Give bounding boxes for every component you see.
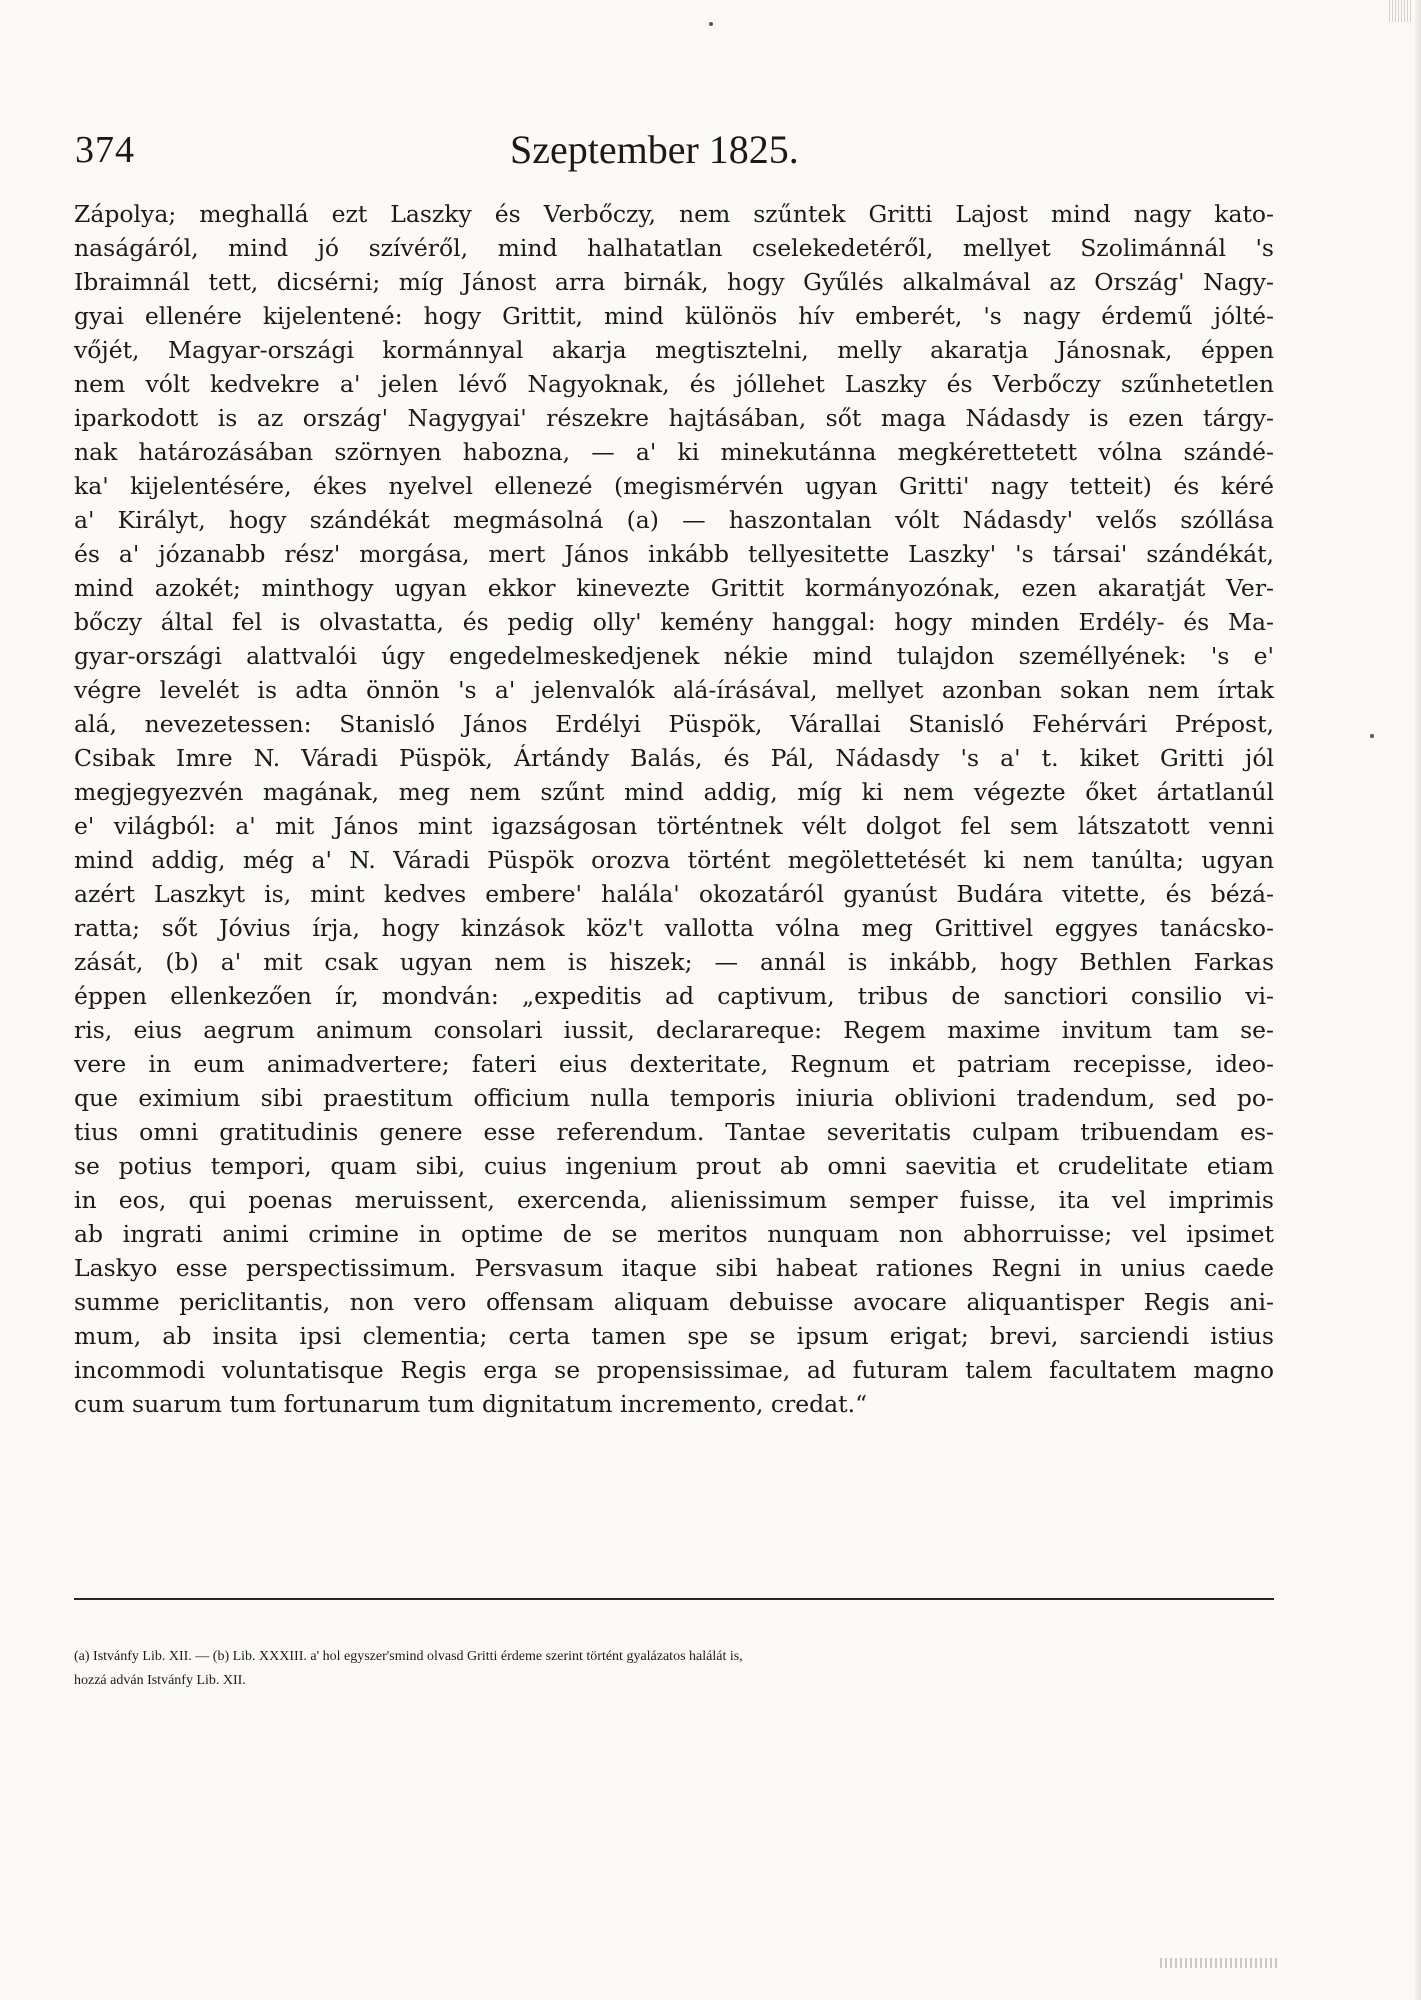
scan-edge-mark [1389,0,1413,22]
text-line: ab ingrati animi crimine in optime de se meritos nunquam non abhorruisse; vel ipsimet [74,1220,1274,1248]
scan-smudge [1160,1958,1280,1968]
page-edge [1415,0,1421,2000]
text-line: vőjét, Magyar-országi kormánnyal akarja megtisztelni, melly akaratja Jánosnak, éppen [74,336,1274,364]
text-line: és a' józanabb rész' morgása, mert János inkább tellyesitette Laszky' 's társai' szándékát, [74,540,1274,568]
footnote-line: hozzá adván Istvánfy Lib. XII. [74,1673,246,1688]
scan-speck [1370,734,1374,738]
page-number: 374 [75,129,135,171]
text-line: a' Királyt, hogy szándékát megmásolná (a) — haszontalan vólt Nádasdy' velős szóllása [74,506,1274,534]
text-line: que eximium sibi praestitum officium nulla temporis iniuria oblivioni tradendum, sed po- [74,1084,1274,1112]
text-line: vere in eum animadvertere; fateri eius dexteritate, Regnum et patriam recepisse, ideo- [74,1050,1274,1078]
text-line: in eos, qui poenas meruissent, exercenda, alienissimum semper fuisse, ita vel imprimis [74,1186,1274,1214]
text-line: ratta; sőt Jóvius írja, hogy kinzások köz't vallotta vólna meg Grittivel eggyes tanácsko- [74,914,1274,942]
text-line: gyai ellenére kijelentené: hogy Grittit, mind különös hív emberét, 's nagy érdemű jólté- [74,302,1274,330]
text-line: mind addig, még a' N. Váradi Püspök orozva történt megölettetését ki nem tanúlta; ugyan [74,846,1274,874]
text-line: gyar-országi alattvalói úgy engedelmeskedjenek nékie mind tulajdon személlyének: 's e' [74,642,1274,670]
text-line: bőczy által fel is olvastatta, és pedig olly' kemény hanggal: hogy minden Erdély- és Ma- [74,608,1274,636]
text-line: nak határozásában szörnyen habozna, — a' ki minekutánna megkérettetett vólna szándé- [74,438,1274,466]
text-line: Ibraimnál tett, dicsérni; míg Jánost arra birnák, hogy Gyűlés alkalmával az Ország' Nagy- [74,268,1274,296]
text-line: naságáról, mind jó szívéről, mind halhatatlan cselekedetéről, mellyet Szolimánnál 's [74,234,1274,262]
text-line: summe periclitantis, non vero offensam aliquam debuisse avocare aliquantisper Regis ani- [74,1288,1274,1316]
text-line: zását, (b) a' mit csak ugyan nem is hiszek; — annál is inkább, hogy Bethlen Farkas [74,948,1274,976]
text-line: végre levelét is adta önnön 's a' jelenvalók alá-írásával, mellyet azonban sokan nem írtak [74,676,1274,704]
text-line: Zápolya; meghallá ezt Laszky és Verbőczy, nem szűntek Gritti Lajost mind nagy kato- [74,200,1274,228]
text-line: alá, nevezetessen: Stanisló János Erdélyi Püspök, Várallai Stanisló Fehérvári Prépost, [74,710,1274,738]
text-line-last: cum suarum tum fortunarum tum dignitatum incremento, credat.“ [74,1390,868,1418]
text-line: mum, ab insita ipsi clementia; certa tamen spe se ipsum erigat; brevi, sarciendi istius [74,1322,1274,1350]
scan-speck [709,22,713,26]
text-line: se potius tempori, quam sibi, cuius ingenium prout ab omni saevitia et crudelitate etiam [74,1152,1274,1180]
running-title: Szeptember 1825. [510,127,799,172]
body-text [74,197,1274,1421]
text-line: incommodi voluntatisque Regis erga se propensissimae, ad futuram talem facultatem magno [74,1356,1274,1384]
text-line: azért Laszkyt is, mint kedves embere' halála' okozatáról gyanúst Budára vitette, és bézá- [74,880,1274,908]
text-line: ka' kijelentésére, ékes nyelvel ellenezé (megismérvén ugyan Gritti' nagy tetteit) és kéré [74,472,1274,500]
text-line: nem vólt kedvekre a' jelen lévő Nagyoknak, és jóllehet Laszky és Verbőczy szűnhetetlen [74,370,1274,398]
text-line: e' világból: a' mit János mint igazságosan történtnek vélt dolgot fel sem látszatott venni [74,812,1274,840]
footnote-divider [74,1598,1274,1600]
footnote-line: (a) Istvánfy Lib. XII. — (b) Lib. XXXIII. a' hol egyszer'smind olvasd Gritti érdeme szerint történt gyalázatos halálát is, [74,1649,743,1664]
text-line: Csibak Imre N. Váradi Püspök, Ártándy Balás, és Pál, Nádasdy 's a' t. kiket Gritti jól [74,744,1274,772]
text-line: tius omni gratitudinis genere esse referendum. Tantae severitatis culpam tribuendam es- [74,1118,1274,1146]
text-line: Laskyo esse perspectissimum. Persvasum itaque sibi habeat rationes Regni in unius caede [74,1254,1274,1282]
text-line: ris, eius aegrum animum consolari iussit, declarareque: Regem maxime invitum tam se- [74,1016,1274,1044]
text-line: éppen ellenkezően ír, mondván: „expeditis ad captivum, tribus de sanctiori consilio vi- [74,982,1274,1010]
footnotes [74,1645,1274,1693]
text-line: iparkodott is az ország' Nagygyai' részekre hajtásában, sőt maga Nádasdy is ezen tárgy- [74,404,1274,432]
text-line: megjegyezvén magának, meg nem szűnt mind addig, míg ki nem végezte őket ártatlanúl [74,778,1274,806]
text-line: mind azokét; minthogy ugyan ekkor kinevezte Grittit kormányozónak, ezen akaratját Ver- [74,574,1274,602]
